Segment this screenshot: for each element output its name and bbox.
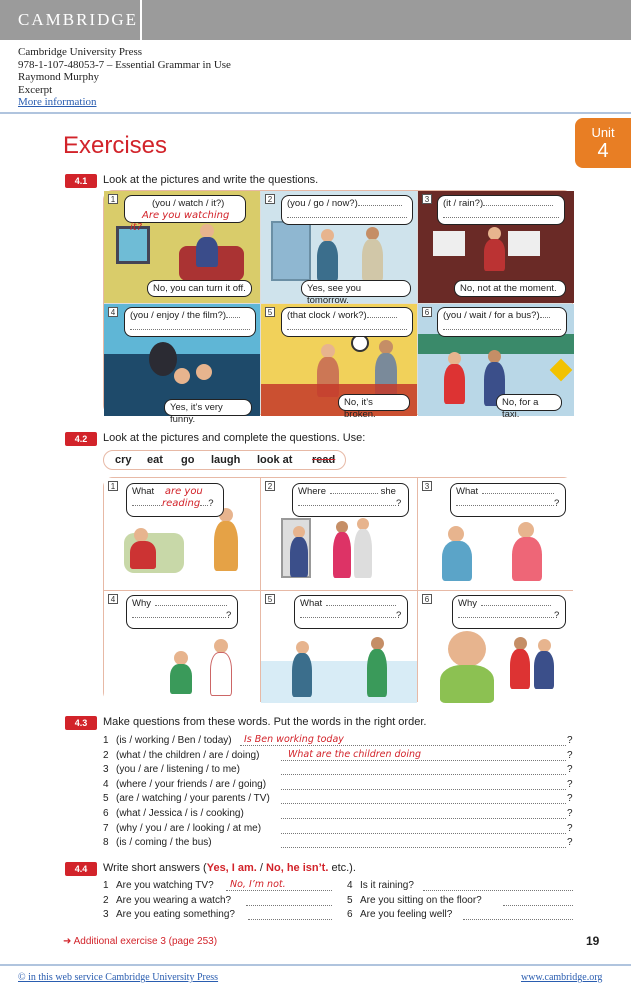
word-prompt: (is / coming / the bus) xyxy=(116,837,212,849)
question-bubble-4-2-5 xyxy=(294,595,408,629)
answer-line[interactable] xyxy=(226,890,332,891)
author: Raymond Murphy xyxy=(18,71,99,83)
reply-bubble-1 xyxy=(147,280,252,297)
answer-line[interactable] xyxy=(281,760,566,761)
cambridge-website-link[interactable]: www.cambridge.org xyxy=(521,972,603,983)
item-number: 2 xyxy=(103,749,109,761)
reply-bubble-5 xyxy=(338,394,410,420)
question-bubble-5 xyxy=(281,307,413,337)
word-box xyxy=(103,450,346,470)
question-text: Are you feeling well? xyxy=(360,909,453,920)
reply-text: No, it’s broken. xyxy=(344,397,376,420)
answer-text: Are you watching it? xyxy=(130,210,230,233)
reply-text: Yes, it’s very funny. xyxy=(170,402,223,425)
item-number: 1 xyxy=(108,481,118,491)
question-text: Are you watching TV? xyxy=(116,880,214,891)
question-mark: ? xyxy=(567,735,573,746)
question-start: What xyxy=(300,598,323,609)
instruction-part: etc.). xyxy=(328,862,356,874)
item-number: 5 xyxy=(265,594,275,604)
answer-line[interactable] xyxy=(423,890,573,891)
question-bubble-3 xyxy=(437,195,565,225)
item-number: 2 xyxy=(103,894,109,906)
exercise-4-2-pictures xyxy=(103,477,573,702)
answer-text: Is Ben working today xyxy=(244,734,344,745)
question-start: What xyxy=(132,486,155,497)
word-prompt: (what / Jessica / is / cooking) xyxy=(116,808,244,819)
prompt-text: (that clock / work?) xyxy=(287,310,367,321)
item-number: 4 xyxy=(347,880,353,891)
item-number: 3 xyxy=(103,909,109,920)
answer-line[interactable] xyxy=(281,803,566,804)
question-bubble-6 xyxy=(437,307,567,337)
unit-number: 4 xyxy=(597,140,609,162)
word-prompt: (you / are / listening / to me) xyxy=(116,764,240,776)
answer-line[interactable] xyxy=(281,774,566,775)
item-number: 1 xyxy=(103,735,109,746)
reply-text: No, for a taxi. xyxy=(502,397,539,420)
prompt-text: (it / rain?) xyxy=(443,198,484,209)
exercise-tag-4-1: 4.1 xyxy=(65,174,97,188)
item-number: 6 xyxy=(422,307,432,317)
item-number: 3 xyxy=(103,764,109,776)
reply-bubble-3 xyxy=(454,280,566,297)
question-bubble-1 xyxy=(124,195,246,233)
answer-line[interactable] xyxy=(503,905,573,906)
item-number: 4 xyxy=(108,594,118,604)
question-mark: ? xyxy=(567,808,573,819)
question-mark: ? xyxy=(396,498,402,509)
question-mark: ? xyxy=(554,498,560,509)
bus-stop-sign xyxy=(550,359,573,382)
question-bubble-4-2-2 xyxy=(292,483,409,517)
reply-text: No, not at the moment. xyxy=(460,283,557,294)
question-mark: ? xyxy=(567,778,573,790)
unit-tab xyxy=(575,118,631,168)
answer-text: No, I’m not. xyxy=(230,879,286,890)
prompt-text: (you / wait / for a bus?) xyxy=(443,310,540,321)
reply-bubble-4 xyxy=(164,399,252,425)
example-yes: Yes, I am. xyxy=(206,862,257,874)
example-no: No, he isn’t. xyxy=(266,862,329,874)
banner-divider xyxy=(140,0,142,40)
question-mark: ? xyxy=(554,610,560,621)
exercise-tag-4-2: 4.2 xyxy=(65,432,97,446)
additional-exercise-link[interactable]: ➜ Additional exercise 3 (page 253) xyxy=(63,936,218,947)
exercise-4-2-instruction: Look at the pictures and complete the questions. Use: xyxy=(103,432,366,444)
copyright-link[interactable]: © in this web service Cambridge University Press xyxy=(18,972,219,983)
word-look-at: look at xyxy=(257,454,293,466)
item-number: 5 xyxy=(103,793,109,805)
item-number: 3 xyxy=(422,481,432,491)
question-start: Where xyxy=(298,486,326,497)
word-eat: eat xyxy=(147,454,163,466)
item-number: 4 xyxy=(108,307,118,317)
publisher: Cambridge University Press xyxy=(18,46,143,58)
question-mark: ? xyxy=(567,822,573,834)
prompt-text: (you / enjoy / the film?) xyxy=(130,310,227,321)
word-read: read xyxy=(312,454,336,466)
item-number: 2 xyxy=(265,481,275,491)
answer-line[interactable] xyxy=(463,919,573,920)
question-mark: ? xyxy=(567,837,573,849)
footer-rule xyxy=(0,964,631,966)
page-number: 19 xyxy=(586,934,600,948)
question-mark: ? xyxy=(567,764,573,776)
reply-text: Yes, see you tomorrow. xyxy=(307,283,362,306)
question-start: Why xyxy=(458,598,477,609)
cambridge-logo: CAMBRIDGE xyxy=(18,10,139,29)
answer-text: What are the children doing xyxy=(288,748,422,760)
instruction-part: / xyxy=(256,862,267,874)
item-number: 1 xyxy=(108,194,118,204)
item-number: 7 xyxy=(103,822,109,834)
word-prompt: (what / the children / are / doing) xyxy=(116,749,260,761)
exercise-tag-4-3: 4.3 xyxy=(65,716,97,730)
item-number: 2 xyxy=(265,194,275,204)
answer-text: are you xyxy=(164,486,203,497)
excerpt-label: Excerpt xyxy=(18,83,53,96)
unit-label: Unit xyxy=(591,125,615,140)
word-prompt: (are / watching / your parents / TV) xyxy=(116,793,270,805)
exercise-tag-4-4: 4.4 xyxy=(65,862,97,876)
answer-line[interactable] xyxy=(281,833,566,834)
header-banner xyxy=(0,0,631,40)
prompt-text: (you / go / now?) xyxy=(287,198,358,209)
exercise-4-3-instruction: Make questions from these words. Put the words in the right order. xyxy=(103,716,427,728)
question-start: What xyxy=(456,486,479,497)
question-start: Why xyxy=(132,598,151,609)
answer-text-2: reading xyxy=(162,498,201,509)
question-bubble-2 xyxy=(281,195,413,225)
reply-bubble-6 xyxy=(496,394,562,420)
answer-line[interactable] xyxy=(240,745,566,746)
header-rule xyxy=(0,112,631,114)
page-title: Exercises xyxy=(63,132,168,159)
answer-line[interactable] xyxy=(248,919,332,920)
word-laugh: laugh xyxy=(211,454,241,466)
item-number: 5 xyxy=(347,894,353,906)
item-number: 3 xyxy=(422,194,432,204)
item-number: 1 xyxy=(103,880,109,891)
more-information-link[interactable]: More information xyxy=(18,96,97,108)
item-number: 6 xyxy=(103,808,109,819)
question-text: Are you sitting on the floor? xyxy=(360,894,482,906)
item-number: 6 xyxy=(347,909,353,920)
reply-bubble-2 xyxy=(301,280,411,306)
question-mark: ? xyxy=(396,610,402,621)
question-mark: ? xyxy=(567,793,573,805)
prompt-text: (you / watch / it?) xyxy=(152,198,225,209)
answer-line[interactable] xyxy=(281,818,566,819)
question-mark: ? xyxy=(226,610,232,621)
question-bubble-4-2-6 xyxy=(452,595,566,629)
word-go: go xyxy=(181,454,195,466)
item-number: 4 xyxy=(103,778,109,790)
question-text: Is it raining? xyxy=(360,880,414,891)
answer-line[interactable] xyxy=(281,847,566,848)
question-bubble-4-2-1 xyxy=(126,483,224,517)
question-mid: she xyxy=(380,486,396,497)
word-prompt: (is / working / Ben / today) xyxy=(116,735,232,746)
isbn-title: 978-1-107-48053-7 – Essential Grammar in Use xyxy=(18,58,231,71)
exercise-4-4-instruction xyxy=(103,862,356,874)
exercise-4-1-instruction: Look at the pictures and write the questions. xyxy=(103,174,319,186)
question-bubble-4-2-3 xyxy=(450,483,566,517)
exercise-4-1-pictures xyxy=(103,190,573,425)
answer-line[interactable] xyxy=(281,789,566,790)
reply-text: No, you can turn it off. xyxy=(153,283,246,294)
question-mark: ? xyxy=(208,498,214,509)
item-number: 6 xyxy=(422,594,432,604)
question-text: Are you eating something? xyxy=(116,909,235,920)
question-mark: ? xyxy=(567,749,573,761)
word-prompt: (why / you / are / looking / at me) xyxy=(116,822,262,834)
question-bubble-4-2-4 xyxy=(126,595,238,629)
word-prompt: (where / your friends / are / going) xyxy=(116,778,267,790)
book-metadata xyxy=(18,46,231,109)
item-number: 8 xyxy=(103,837,109,849)
instruction-part: Write short answers ( xyxy=(103,862,207,874)
question-bubble-4 xyxy=(124,307,256,337)
question-text: Are you wearing a watch? xyxy=(116,894,232,906)
word-cry: cry xyxy=(115,454,132,466)
item-number: 5 xyxy=(265,307,275,317)
answer-line[interactable] xyxy=(246,905,332,906)
